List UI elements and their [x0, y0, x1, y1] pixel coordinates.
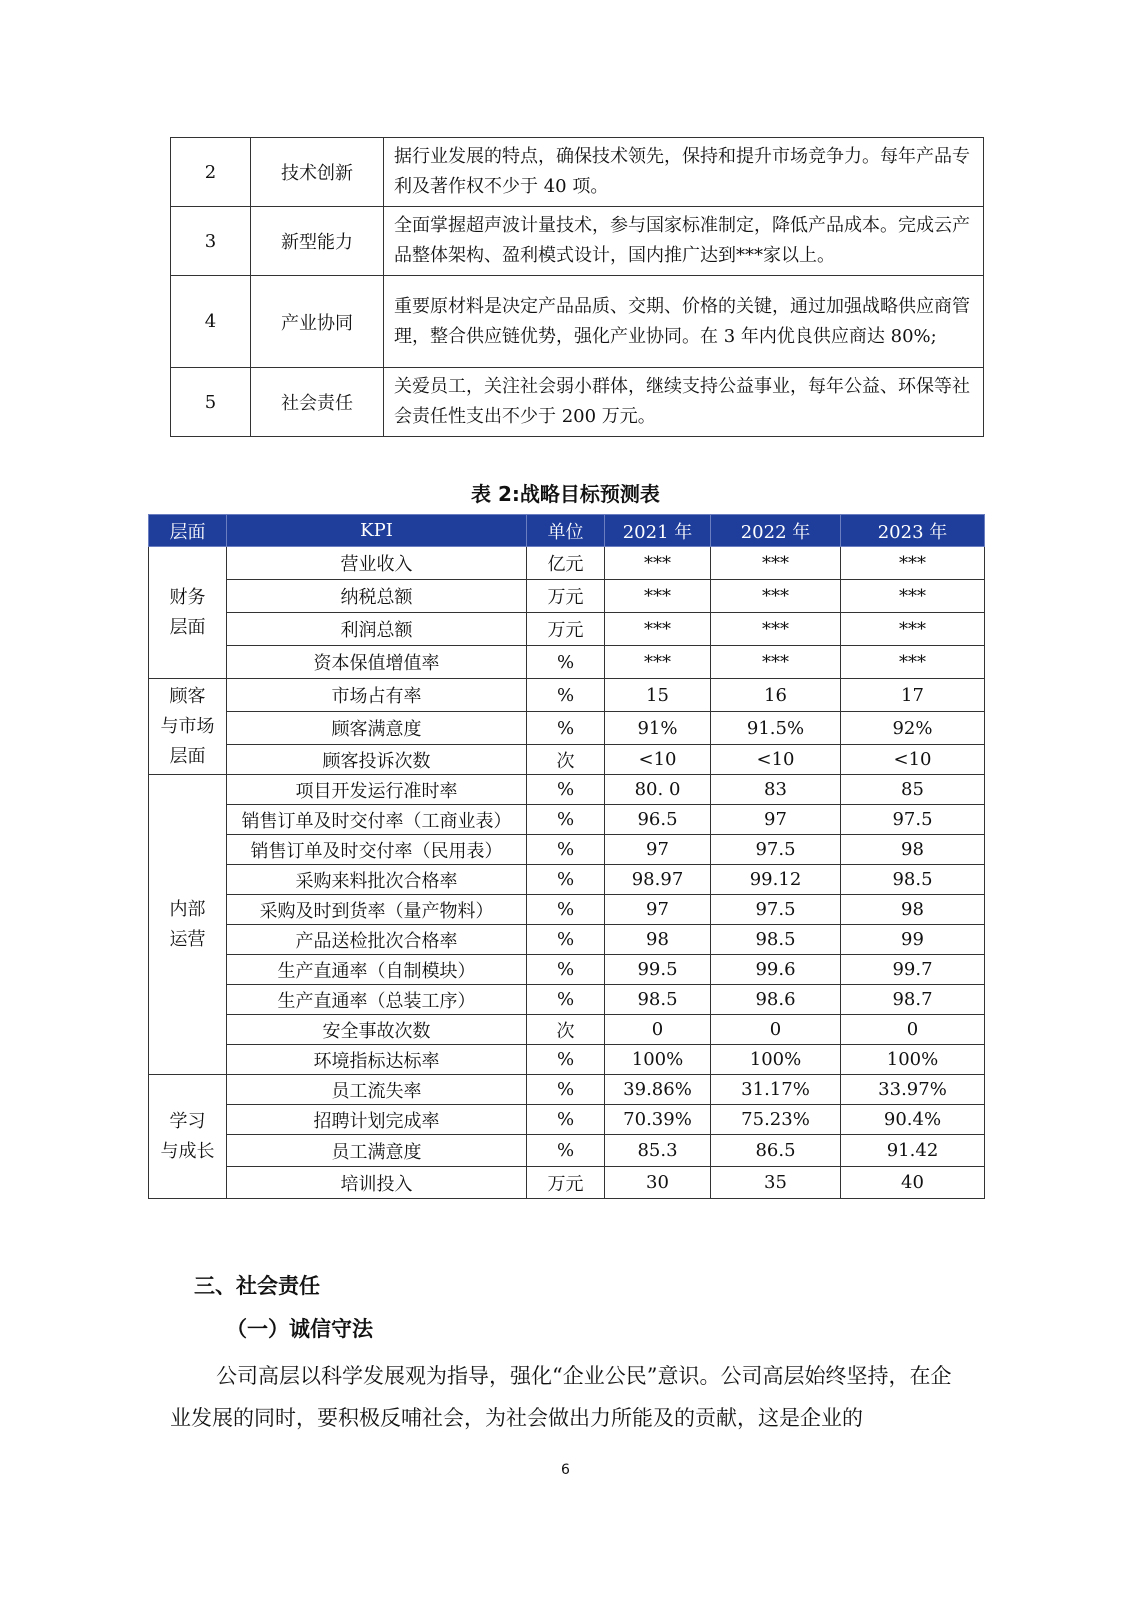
kpi-name: 生产直通率（总装工序）: [227, 985, 527, 1015]
kpi-row: [149, 712, 985, 745]
value-2022: 100%: [711, 1045, 841, 1075]
value-2022: ***: [711, 613, 841, 646]
table-caption: 表 2:战略目标预测表: [471, 482, 660, 506]
value-2021: 39.86%: [605, 1075, 711, 1105]
value-2023: 17: [841, 679, 985, 712]
value-2021: ***: [605, 580, 711, 613]
value-2021: 100%: [605, 1045, 711, 1075]
value-2023: <10: [841, 745, 985, 775]
value-2022: 86.5: [711, 1135, 841, 1167]
kpi-unit: %: [527, 925, 605, 955]
goal-row: [171, 138, 984, 207]
kpi-unit: %: [527, 835, 605, 865]
kpi-name: 资本保值增值率: [227, 646, 527, 679]
value-2021: 70.39%: [605, 1105, 711, 1135]
goals-table: [170, 137, 984, 437]
kpi-row: [149, 580, 985, 613]
value-2023: 33.97%: [841, 1075, 985, 1105]
header-unit: 单位: [527, 515, 605, 547]
goal-number: 2: [171, 138, 251, 207]
kpi-unit: %: [527, 1075, 605, 1105]
kpi-name: 员工满意度: [227, 1135, 527, 1167]
layer-cell: 学习 与成长: [149, 1075, 227, 1199]
goal-number: 3: [171, 207, 251, 276]
kpi-unit: %: [527, 712, 605, 745]
value-2021: ***: [605, 613, 711, 646]
goal-name: 社会责任: [251, 368, 384, 437]
value-2023: 90.4%: [841, 1105, 985, 1135]
kpi-name: 安全事故次数: [227, 1015, 527, 1045]
layer-cell: 内部 运营: [149, 775, 227, 1075]
kpi-unit: %: [527, 805, 605, 835]
kpi-name: 员工流失率: [227, 1075, 527, 1105]
value-2021: 85.3: [605, 1135, 711, 1167]
header-kpi: KPI: [227, 515, 527, 547]
kpi-name: 顾客投诉次数: [227, 745, 527, 775]
value-2023: 97.5: [841, 805, 985, 835]
section-subheading: （一）诚信守法: [226, 1317, 373, 1341]
kpi-row: [149, 1167, 985, 1199]
kpi-name: 生产直通率（自制模块）: [227, 955, 527, 985]
kpi-name: 销售订单及时交付率（民用表）: [227, 835, 527, 865]
goal-row: [171, 276, 984, 368]
value-2021: 15: [605, 679, 711, 712]
value-2023: ***: [841, 580, 985, 613]
body-paragraph: 公司高层以科学发展观为指导，强化“企业公民”意识。公司高层始终坚持，在企业发展的同时，要积极反哺社会，为社会做出力所能及的贡献，这是企业的: [170, 1364, 952, 1430]
value-2022: 97: [711, 805, 841, 835]
kpi-name: 顾客满意度: [227, 712, 527, 745]
layer-cell: 财务 层面: [149, 547, 227, 679]
value-2022: ***: [711, 547, 841, 580]
kpi-table-body: [149, 547, 985, 1199]
kpi-unit: 万元: [527, 613, 605, 646]
value-2022: ***: [711, 646, 841, 679]
value-2023: 99: [841, 925, 985, 955]
goal-description: 全面掌握超声波计量技术，参与国家标准制定，降低产品成本。完成云产品整体架构、盈利模式设计，国内推广达到***家以上。: [384, 207, 984, 276]
kpi-name: 销售订单及时交付率（工商业表）: [227, 805, 527, 835]
value-2022: 99.6: [711, 955, 841, 985]
value-2022: 83: [711, 775, 841, 805]
value-2023: ***: [841, 613, 985, 646]
kpi-unit: 万元: [527, 1167, 605, 1199]
kpi-unit: %: [527, 1105, 605, 1135]
kpi-unit: %: [527, 865, 605, 895]
kpi-name: 产品送检批次合格率: [227, 925, 527, 955]
value-2022: 97.5: [711, 895, 841, 925]
value-2021: ***: [605, 547, 711, 580]
goal-name: 技术创新: [251, 138, 384, 207]
kpi-row: [149, 925, 985, 955]
goal-number: 5: [171, 368, 251, 437]
value-2022: ***: [711, 580, 841, 613]
value-2023: 92%: [841, 712, 985, 745]
value-2023: 98: [841, 895, 985, 925]
value-2022: 16: [711, 679, 841, 712]
kpi-row: [149, 1105, 985, 1135]
kpi-unit: 次: [527, 745, 605, 775]
kpi-name: 采购来料批次合格率: [227, 865, 527, 895]
value-2022: 98.6: [711, 985, 841, 1015]
goal-description: 关爱员工，关注社会弱小群体，继续支持公益事业，每年公益、环保等社会责任性支出不少于 200 万元。: [384, 368, 984, 437]
kpi-unit: 次: [527, 1015, 605, 1045]
value-2022: 97.5: [711, 835, 841, 865]
kpi-name: 采购及时到货率（量产物料）: [227, 895, 527, 925]
value-2022: 0: [711, 1015, 841, 1045]
goal-name: 产业协同: [251, 276, 384, 368]
kpi-row: [149, 895, 985, 925]
kpi-unit: 万元: [527, 580, 605, 613]
value-2021: ***: [605, 646, 711, 679]
kpi-name: 营业收入: [227, 547, 527, 580]
value-2021: 99.5: [605, 955, 711, 985]
page-number: 6: [561, 1462, 570, 1478]
layer-cell: 顾客 与市场 层面: [149, 679, 227, 775]
value-2023: 85: [841, 775, 985, 805]
value-2021: 98.5: [605, 985, 711, 1015]
value-2021: 98: [605, 925, 711, 955]
section-heading: 三、社会责任: [194, 1274, 320, 1298]
kpi-row: [149, 865, 985, 895]
value-2023: 91.42: [841, 1135, 985, 1167]
goal-number: 4: [171, 276, 251, 368]
kpi-unit: %: [527, 775, 605, 805]
kpi-row: [149, 679, 985, 712]
value-2021: 80. 0: [605, 775, 711, 805]
kpi-unit: %: [527, 679, 605, 712]
value-2021: 97: [605, 895, 711, 925]
value-2023: 40: [841, 1167, 985, 1199]
value-2021: 91%: [605, 712, 711, 745]
value-2023: 100%: [841, 1045, 985, 1075]
kpi-name: 项目开发运行准时率: [227, 775, 527, 805]
kpi-unit: %: [527, 955, 605, 985]
value-2021: 30: [605, 1167, 711, 1199]
kpi-row: [149, 745, 985, 775]
value-2022: 91.5%: [711, 712, 841, 745]
value-2022: 35: [711, 1167, 841, 1199]
goal-description: 据行业发展的特点，确保技术领先，保持和提升市场竞争力。每年产品专利及著作权不少于 40 项。: [384, 138, 984, 207]
kpi-name: 利润总额: [227, 613, 527, 646]
value-2023: ***: [841, 646, 985, 679]
value-2022: 99.12: [711, 865, 841, 895]
kpi-row: [149, 1075, 985, 1105]
kpi-row: [149, 646, 985, 679]
kpi-row: [149, 955, 985, 985]
goals-table-body: [171, 138, 984, 437]
kpi-row: [149, 1135, 985, 1167]
kpi-row: [149, 835, 985, 865]
header-2022: 2022 年: [711, 515, 841, 547]
goal-row: [171, 368, 984, 437]
kpi-name: 纳税总额: [227, 580, 527, 613]
kpi-row: [149, 775, 985, 805]
value-2023: 98.7: [841, 985, 985, 1015]
kpi-unit: %: [527, 895, 605, 925]
value-2021: 97: [605, 835, 711, 865]
kpi-name: 招聘计划完成率: [227, 1105, 527, 1135]
goal-description: 重要原材料是决定产品品质、交期、价格的关键，通过加强战略供应商管理，整合供应链优势，强化产业协同。在 3 年内优良供应商达 80%;: [384, 276, 984, 368]
kpi-row: [149, 1015, 985, 1045]
value-2023: 99.7: [841, 955, 985, 985]
kpi-unit: %: [527, 1045, 605, 1075]
kpi-row: [149, 1045, 985, 1075]
header-2021: 2021 年: [605, 515, 711, 547]
kpi-name: 培训投入: [227, 1167, 527, 1199]
value-2021: 0: [605, 1015, 711, 1045]
value-2022: 75.23%: [711, 1105, 841, 1135]
kpi-table: [148, 514, 985, 1199]
kpi-name: 市场占有率: [227, 679, 527, 712]
kpi-name: 环境指标达标率: [227, 1045, 527, 1075]
value-2023: 0: [841, 1015, 985, 1045]
kpi-unit: %: [527, 646, 605, 679]
value-2022: 31.17%: [711, 1075, 841, 1105]
kpi-row: [149, 547, 985, 580]
value-2022: 98.5: [711, 925, 841, 955]
value-2023: ***: [841, 547, 985, 580]
value-2021: <10: [605, 745, 711, 775]
value-2021: 96.5: [605, 805, 711, 835]
value-2023: 98.5: [841, 865, 985, 895]
kpi-row: [149, 613, 985, 646]
goal-row: [171, 207, 984, 276]
kpi-row: [149, 805, 985, 835]
value-2023: 98: [841, 835, 985, 865]
header-layer: 层面: [149, 515, 227, 547]
value-2021: 98.97: [605, 865, 711, 895]
kpi-row: [149, 985, 985, 1015]
goal-name: 新型能力: [251, 207, 384, 276]
kpi-table-header: [149, 515, 985, 547]
kpi-unit: %: [527, 1135, 605, 1167]
value-2022: <10: [711, 745, 841, 775]
header-2023: 2023 年: [841, 515, 985, 547]
kpi-unit: 亿元: [527, 547, 605, 580]
kpi-unit: %: [527, 985, 605, 1015]
